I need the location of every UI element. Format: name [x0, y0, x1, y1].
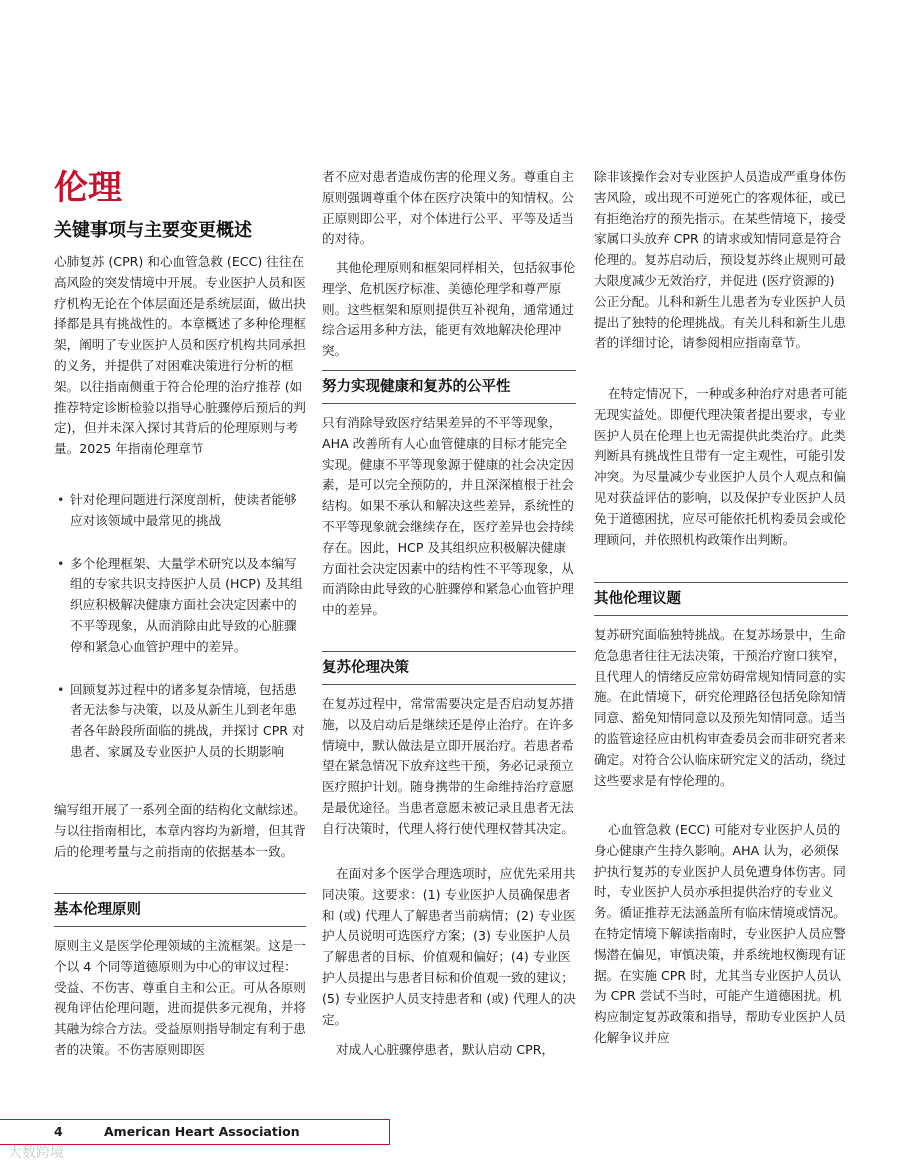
section-heading-basic-principles: 基本伦理原则: [54, 893, 306, 927]
page-subtitle: 关键事项与主要变更概述: [54, 220, 252, 241]
key-points-list: [54, 490, 306, 785]
decision-paragraph-2: 在面对多个医学合理选项时，应优先采用共同决策。这要求：(1) 专业医护人员确保患者和 (或) 代理人了解患者当前病情；(2) 专业医护人员说明可选医疗方案；(3) 专业医护人员了解患者的目标、价值观和偏好；(4) 专业医护人员提出与患者目标和价值观一致的建议；(5) 专业医护人员支持患者和 (或) 代理人的决定。: [322, 866, 576, 1027]
other-frameworks-paragraph: 其他伦理原则和框架同样相关，包括叙事伦理学、危机医疗标准、美德伦理学和尊严原则。这些框架和原则提供互补视角，通常通过综合运用多种方法，能更有效地解决伦理冲突。: [322, 260, 576, 359]
section-heading-other-issues: 其他伦理议题: [594, 582, 848, 616]
organization-name: American Heart Association: [104, 1124, 300, 1139]
futility-paragraph: 在特定情况下，一种或多种治疗对患者可能无现实益处。即便代理决策者提出要求，专业医护人员在伦理上也无需提供此类治疗。此类判断具有挑战性且带有一定主观性，可能引发冲突。为尽量减少专业医护人员个人观点和偏见对获益评估的影响，以及保护专业医护人员免于道德困扰，应尽可能依托机构委员会或伦理顾问，并依照机构政策作出判断。: [594, 386, 848, 547]
bullet-icon: •: [57, 681, 65, 697]
intro-paragraph: 心肺复苏 (CPR) 和心血管急救 (ECC) 往往在高风险的突发情境中开展。专业医护人员和医疗机构无论在个体层面还是系统层面，做出抉择都是具有挑战性的。本章概述了多种伦理框架，阐明了专业医护人员和医疗机构共同承担的义务，并提供了对困难决策进行分析的框架。以往指南侧重于符合伦理的治疗推荐 (如推荐特定诊断检验以指导心脏骤停后预后的判定)，但并未深入探讨其背后的伦理原则与考量。2025 年指南伦理章节: [54, 254, 306, 457]
page-title: 伦理: [54, 168, 122, 208]
page-number: 4: [54, 1124, 63, 1139]
basic-principles-paragraph: 原则主义是医学伦理领域的主流框架。这是一个以 4 个同等道德原则为中心的审议过程：受益、不伤害、尊重自主和公正。可从各原则视角评估伦理问题，进而提供多元视角，并将其融为综合方法。受益原则指导制定有利于患者的决策。不伤害原则即医: [54, 938, 306, 1057]
list-item: • 回顾复苏过程中的诸多复杂情境，包括患者无法参与决策，以及从新生儿到老年患者各年龄段所面临的挑战，并探讨 CPR 对患者、家属及专业医护人员的长期影响: [57, 681, 305, 759]
closing-paragraph: 编写组开展了一系列全面的结构化文献综述。与以往指南相比，本章内容均为新增，但其背后的伦理考量与之前指南的依据基本一致。: [54, 802, 306, 859]
cpr-default-paragraph: 除非该操作会对专业医护人员造成严重身体伤害风险，或出现不可逆死亡的客观体征，或已有拒绝治疗的预先指示。在某些情境下，接受家属口头放弃 CPR 的请求或知情同意是符合伦理的。复苏启动后，预设复苏终止规则可最大限度减少无效治疗，并促进 (医疗资源的) 公正分配。儿科和新生儿患者为专业医护人员提出了独特的伦理挑战。有关儿科和新生儿患者的详细讨论，请参阅相应指南章节。: [594, 169, 846, 351]
ecc-impact-paragraph: 心血管急救 (ECC) 可能对专业医护人员的身心健康产生持久影响。AHA 认为，必须保护执行复苏的专业医护人员免遭身体伤害。同时，专业医护人员亦承担提供治疗的专业义务。循证推荐无法涵盖所有临床情境或情况。在特定情境下解读指南时，专业医护人员应警惕潜在偏见，审慎决策，并系统地权衡现有证据。在实施 CPR 时，尤其当专业医护人员认为 CPR 尝试不当时，可能产生道德困扰。机构应制定复苏政策和指导，帮助专业医护人员化解争议并应: [594, 822, 846, 1045]
bullet-icon: •: [57, 492, 65, 507]
section-heading-decision: 复苏伦理决策: [322, 651, 576, 685]
autonomy-paragraph: 者不应对患者造成伤害的伦理义务。尊重自主原则强调尊重个体在医疗决策中的知情权。公正原则即公平，对个体进行公平、平等及适当的对待。: [322, 169, 574, 247]
research-paragraph: 复苏研究面临独特挑战。在复苏场景中，生命危急患者往往无法决策，干预治疗窗口狭窄，且代理人的情绪反应常妨碍常规知情同意的实施。在此情境下，研究伦理路径包括免除知情同意、豁免知情同意以及预先知情同意。适当的监管途径应由机构审查委员会而非研究者来确定。对符合公认临床研究定义的活动，绕过这些要求是有悖伦理的。: [594, 627, 846, 788]
list-item: • 多个伦理框架、大量学术研究以及本编写组的专家共识支持医护人员 (HCP) 及其组织应积极解决健康方面社会决定因素中的不平等现象，从而消除由此导致的心脏骤停和紧急心血管护理中的差异。: [57, 555, 303, 654]
decision-paragraph-1: 在复苏过程中，常常需要决定是否启动复苏措施，以及启动后是继续还是停止治疗。在许多情境中，默认做法是立即开展治疗。若患者希望在紧急情况下放弃这些干预，务必记录预立医疗照护计划。随身携带的生命维持治疗意愿是最优途径。当患者意愿未被记录且患者无法自行决策时，代理人将行使代理权替其决定。: [322, 696, 574, 836]
watermark: 大数跨境: [8, 1145, 64, 1161]
list-item: • 针对伦理问题进行深度剖析，使读者能够应对该领域中最常见的挑战: [57, 492, 297, 528]
equity-paragraph: 只有消除导致医疗结果差异的不平等现象，AHA 改善所有人心血管健康的目标才能完全实现。健康不平等现象源于健康的社会决定因素，是可以完全预防的，并且深深植根于社会结构。如果不承认和解决这些差异，系统性的不平等现象就会继续存在，医疗差异也会持续存在。因此，HCP 及其组织应积极解决健康方面社会决定因素中的结构性不平等现象，从而消除由此导致的心脏骤停和紧急心血管护理中的差异。: [322, 415, 574, 618]
decision-paragraph-3: 对成人心脏骤停患者，默认启动 CPR，: [336, 1042, 555, 1057]
bullet-icon: •: [57, 555, 65, 571]
section-heading-equity: 努力实现健康和复苏的公平性: [322, 370, 576, 404]
